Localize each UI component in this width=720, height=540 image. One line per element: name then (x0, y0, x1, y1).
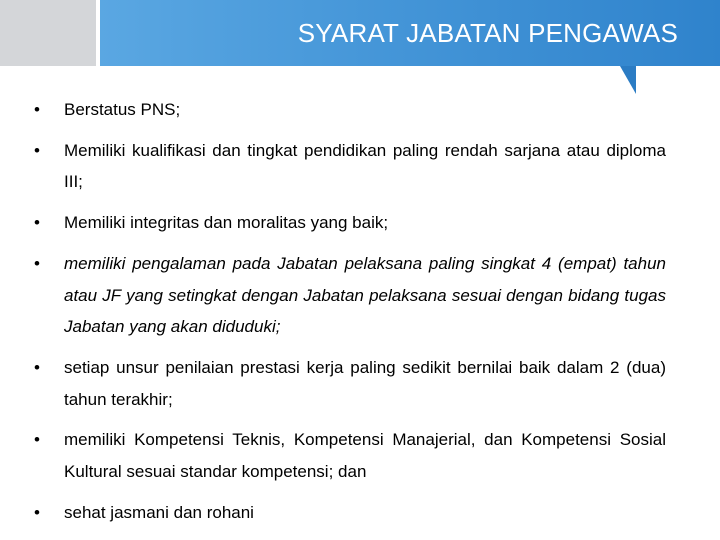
bullet-marker: • (34, 502, 40, 522)
bullet-text: sehat jasmani dan rohani (64, 502, 254, 522)
bullet-item-experience (34, 248, 666, 343)
slide-title: SYARAT JABATAN PENGAWAS (297, 18, 678, 48)
bullet-marker: • (34, 213, 40, 233)
bullet-text: setiap unsur penilaian prestasi kerja paling sedikit bernilai baik dalam 2 (dua) tahun terakhir; (64, 357, 666, 409)
bullet-text: memiliki pengalaman pada Jabatan pelaksana paling singkat 4 (empat) tahun atau JF yang setingkat dengan Jabatan pelaksana sesuai dengan bidang tugas Jabatan yang akan diduduki; (64, 253, 666, 337)
slide-header (0, 0, 720, 95)
bullet-item-qualification (34, 135, 666, 198)
bullet-item-integrity (34, 207, 666, 239)
bullet-item-health (34, 497, 666, 529)
bullet-marker: • (34, 430, 40, 450)
bullet-item-status-pns (34, 94, 666, 126)
bullet-text: Berstatus PNS; (64, 100, 181, 119)
bullet-item-competence (34, 424, 666, 487)
bullet-marker: • (34, 100, 40, 119)
header-gray-block (0, 0, 96, 66)
requirement-list (34, 94, 666, 528)
bullet-text: memiliki Kompetensi Teknis, Kompetensi Manajerial, dan Kompetensi Sosial Kultural sesuai standar kompetensi; dan (64, 430, 666, 482)
bullet-item-performance (34, 352, 666, 415)
header-fold-shadow (620, 66, 636, 94)
bullet-marker: • (34, 253, 40, 273)
bullet-text: Memiliki kualifikasi dan tingkat pendidikan paling rendah sarjana atau diploma III; (64, 140, 666, 192)
bullet-marker: • (34, 140, 40, 160)
bullet-marker: • (34, 357, 40, 377)
bullet-text: Memiliki integritas dan moralitas yang baik; (64, 213, 389, 233)
